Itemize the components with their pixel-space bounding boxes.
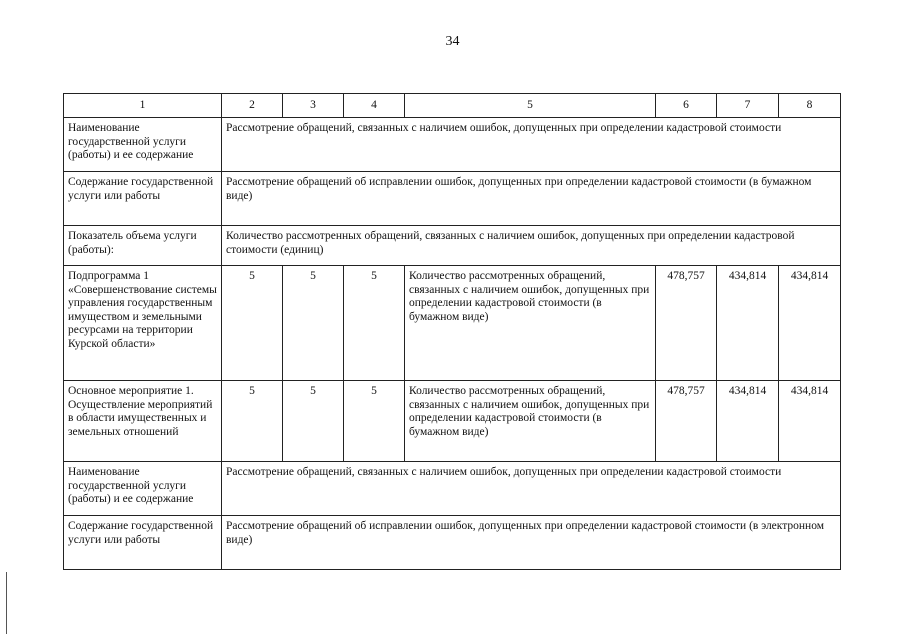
row-label: Показатель объема услуги (работы): (64, 226, 222, 266)
value-cell: 5 (344, 266, 405, 381)
row-label: Содержание государственной услуги или работы (64, 516, 222, 570)
value-cell: 478,757 (656, 381, 717, 462)
row-text: Рассмотрение обращений, связанных с наличием ошибок, допущенных при определении кадастровой стоимости (222, 118, 841, 172)
header-cell: 5 (405, 94, 656, 118)
value-cell: 5 (222, 381, 283, 462)
table-row (64, 118, 841, 172)
header-cell: 7 (717, 94, 779, 118)
value-cell: 434,814 (779, 266, 841, 381)
table-row (64, 462, 841, 516)
value-cell: 5 (222, 266, 283, 381)
row-label: Подпрограмма 1 «Совершенствование системы управления государственным имуществом и земельными ресурсами на территории Курской области» (64, 266, 222, 381)
value-cell: 434,814 (717, 381, 779, 462)
row-text: Рассмотрение обращений об исправлении ошибок, допущенных при определении кадастровой стоимости (в электронном виде) (222, 516, 841, 570)
row-label: Наименование государственной услуги (работы) и ее содержание (64, 118, 222, 172)
table-row (64, 381, 841, 462)
row-label: Основное мероприятие 1. Осуществление мероприятий в области имущественных и земельных отношений (64, 381, 222, 462)
row-text: Рассмотрение обращений, связанных с наличием ошибок, допущенных при определении кадастровой стоимости (222, 462, 841, 516)
header-cell: 2 (222, 94, 283, 118)
value-cell: 5 (344, 381, 405, 462)
table-row (64, 516, 841, 570)
indicator-cell: Количество рассмотренных обращений, связанных с наличием ошибок, допущенных при определении кадастровой стоимости (в бумажном виде) (405, 266, 656, 381)
header-cell: 4 (344, 94, 405, 118)
row-label: Наименование государственной услуги (работы) и ее содержание (64, 462, 222, 516)
value-cell: 5 (283, 266, 344, 381)
row-text: Рассмотрение обращений об исправлении ошибок, допущенных при определении кадастровой стоимости (в бумажном виде) (222, 172, 841, 226)
value-cell: 434,814 (717, 266, 779, 381)
scan-edge-mark (6, 572, 7, 634)
value-cell: 5 (283, 381, 344, 462)
page-number: 34 (445, 34, 460, 49)
header-cell: 3 (283, 94, 344, 118)
indicator-cell: Количество рассмотренных обращений, связанных с наличием ошибок, допущенных при определении кадастровой стоимости (в бумажном виде) (405, 381, 656, 462)
table-row (64, 226, 841, 266)
row-label: Содержание государственной услуги или работы (64, 172, 222, 226)
row-text: Количество рассмотренных обращений, связанных с наличием ошибок, допущенных при определении кадастровой стоимости (единиц) (222, 226, 841, 266)
value-cell: 434,814 (779, 381, 841, 462)
header-cell: 8 (779, 94, 841, 118)
header-cell: 6 (656, 94, 717, 118)
value-cell: 478,757 (656, 266, 717, 381)
table-header-row (64, 94, 841, 118)
table-row (64, 266, 841, 381)
table-row (64, 172, 841, 226)
document-table (63, 93, 841, 570)
header-cell: 1 (64, 94, 222, 118)
